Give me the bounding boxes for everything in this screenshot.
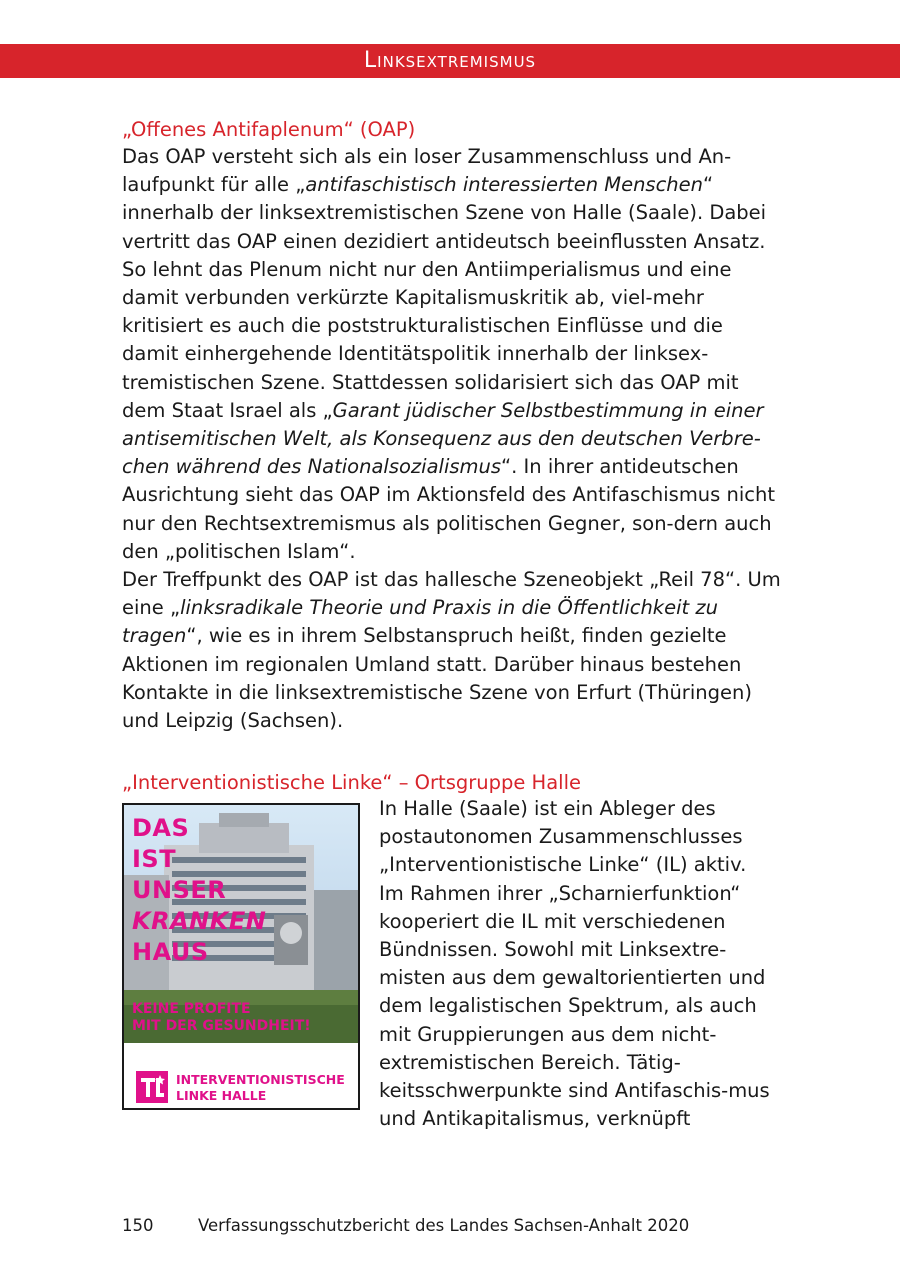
il-logo-text bbox=[176, 1072, 345, 1104]
oap-p1-run-0: Das OAP versteht sich als ein loser Zusammenschluss und An- bbox=[122, 145, 732, 168]
poster-subline bbox=[132, 1001, 311, 1035]
section-heading-il: „Interventionistische Linke“ – Ortsgruppe Halle bbox=[122, 771, 582, 794]
paragraph-il-description: In Halle (Saale) ist ein Ableger des postautonomen Zusammenschlusses „Interventionistische Linke“ (IL) aktiv. Im Rahmen ihrer „Scharnierfunktion“ kooperiert die IL mit verschiedenen Bündnissen. Sowohl mit Linksextre-misten aus dem gewaltorientierten und dem legalistischen Spektrum, als auch mit Gruppierungen aus dem nicht-extremistischen Bereich. Tätig-keitsschwerpunkte sind Antifaschis-mus und Antikapitalismus, verknüpft bbox=[379, 797, 770, 1131]
page-number: 150 bbox=[122, 1216, 154, 1235]
oap-p1-run-2: antifaschistisch interessierten Menschen bbox=[305, 173, 704, 197]
section-oap bbox=[122, 116, 782, 735]
paragraph-oap-description bbox=[122, 143, 782, 566]
chapter-header-band bbox=[0, 44, 900, 78]
il-logo-text-line-0: INTERVENTIONISTISCHE bbox=[176, 1072, 345, 1087]
oap-p1-run-5: “. In ihrer antideutschen Ausrichtung sieht das OAP im Aktionsfeld des Antifaschismus nicht nur den Rechtsextremismus als politischen Gegner, son-dern auch den „politischen Islam“. bbox=[122, 455, 776, 563]
poster-slogan-line-2: UNSER bbox=[132, 876, 227, 904]
oap-p2-run-0: Der Treffpunkt des OAP ist das hallesche Szeneobjekt „Reil 78“. Um eine „ bbox=[122, 568, 781, 620]
publication-title: Verfassungsschutzbericht des Landes Sachsen-Anhalt 2020 bbox=[198, 1216, 690, 1235]
oap-p1-run-3: “ innerhalb der linksextremistischen Szene von Halle (Saale). Dabei vertritt das OAP einen dezidiert antideutsch beeinflussten Ansatz. So lehnt das Plenum nicht nur den Antiimperialismus und eine damit verbunden verkürzte Kapitalismuskritik ab, viel-mehr kritisiert es auch die poststrukturalistischen Einflüsse und die damit einhergehende Identitätspolitik innerhalb der linksex-tremistischen Szene. Stattdessen solidarisiert sich das OAP mit dem Staat Israel als „ bbox=[122, 173, 767, 422]
section-heading-oap: „Offenes Antifaplenum“ (OAP) bbox=[122, 118, 416, 141]
poster-slogan bbox=[132, 813, 266, 968]
oap-p1-run-4: Garant jüdischer Selbstbestimmung in einer antisemitischen Welt, als Konsequenz aus den deutschen Verbre-chen während des Nationalsozialismus bbox=[122, 398, 764, 479]
oap-p2-run-2: “, wie es in ihrem Selbstanspruch heißt, finden gezielte Aktionen im regionalen Umland statt. Darüber hinaus bestehen Kontakte in die linksextremistische Szene von Erfurt (Thüringen) und Leipzig (Sachsen). bbox=[122, 624, 752, 733]
poster-subline-line-1: MIT DER GESUNDHEIT! bbox=[132, 1018, 311, 1034]
oap-p1-run-1: laufpunkt für alle „ bbox=[122, 173, 306, 197]
il-logo-icon bbox=[136, 1071, 168, 1103]
poster-slogan-line-0: DAS bbox=[132, 814, 190, 842]
section-il-body bbox=[379, 795, 774, 1133]
poster-subline-line-0: KEINE PROFITE bbox=[132, 1001, 251, 1017]
poster-slogan-line-1: IST bbox=[132, 845, 177, 873]
il-logo-text-line-1: LINKE HALLE bbox=[176, 1088, 267, 1103]
poster-slogan-line-3: KRANKEN bbox=[132, 907, 267, 935]
il-logo bbox=[136, 1070, 346, 1106]
paragraph-oap-meeting-point bbox=[122, 566, 782, 735]
poster-slogan-line-4: HAUS bbox=[132, 938, 209, 966]
page-footer bbox=[122, 1216, 689, 1235]
il-poster-image bbox=[122, 803, 360, 1110]
chapter-title: Linksextremismus bbox=[363, 48, 537, 73]
section-il bbox=[122, 769, 782, 796]
oap-p2-run-1: linksradikale Theorie und Praxis in die Öffentlichkeit zu tragen bbox=[122, 596, 718, 648]
